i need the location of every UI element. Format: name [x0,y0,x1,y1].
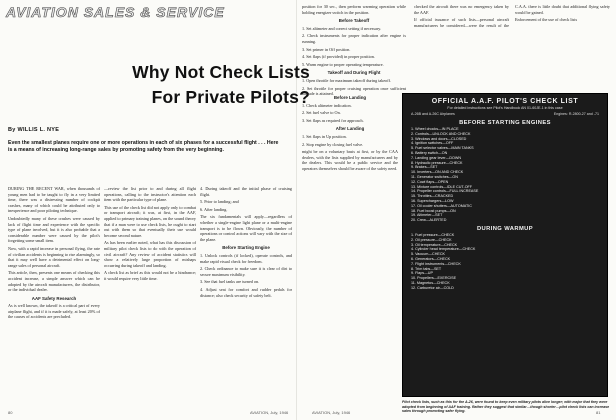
checklist-engines: Engines: R-2800-27 and -71 [553,112,599,116]
paragraph: This use of the check list did not apply only to combat or transport aircraft; it was, at first, in the AAF, applied to primary training planes, on the sound theory that if a man were to use check lists, he ought to start out with them so that eventually their use would become second nature. [104,204,196,238]
checklist-item: 3. Windows and doors—CLOSED [411,136,467,141]
paragraph: 3. Set flaps as required for approach. [302,117,364,123]
body-column-4 [302,4,406,97]
checklist-item: 1. Fuel pressure—CHECK [411,232,455,237]
checklist-item: 7. Landing gear lever—DOWN [411,155,462,160]
checklist-item: 2. Oil pressure—CHECK [411,237,452,242]
subheading: Before Takeoff [338,18,370,24]
article-title [22,60,310,110]
checklist-item: 5. Fuel selector valves—MAIN TANKS [411,146,474,151]
paragraph: A check list as brief as this would not be a hindrance; it would require very little time. [104,270,196,281]
paragraph: 4. During takeoff and the initial phase of cruising flight. [200,186,292,197]
paragraph: 2. Check ordinance to make sure it is clear of dirt to secure maximum visibility. [200,266,292,277]
checklist-item: 20. Crew—ALERTED [411,218,447,223]
checklist-item: 7. Flight instruments—CHECK [411,261,461,266]
body-column-4b [302,92,398,392]
paragraph: 1. Open throttle for maximum takeoff during takeoff. [302,77,392,83]
paragraph: As has been earlier noted, what has this discussion of military pilot check lists to do with the operation of civil aircraft? Any review of accident statistics will show a relatively large proportion of mishaps occurring during takeoff and landing. [104,240,196,268]
paragraph: checked the aircraft there was no emergency taken by the AAF. [414,4,509,15]
lede-paragraph: Even the smallest planes require one or more operations in each of six phases for a successful flight . . . Here is a means of increasing long-range sales by promoting safety from the very beginning. [8,140,279,154]
paragraph: 5. Prior to landing; and [200,199,239,205]
checklist-item: 19. Altimeter—SET [411,213,443,218]
checklist-item: 6. Battery switch—ON [411,150,448,155]
figure-caption: Pilot check lists, such as this for the A-26, were found to keep even military pilots alive longer; with major that they were adopted from beginning of AAF training. Rather they suggest that similar—though shorter—pilot check lists can increase sales through promoting safer flying. [402,400,610,414]
checklist-item: 18. Fuel boost pumps—ON [411,208,456,213]
paragraph: 2. Check instruments for proper indication after engine is running. [302,33,406,44]
body-column-3 [200,186,292,300]
paragraph: 6. After landing. [200,206,228,212]
paragraph: 1. Set altimeter and correct setting if necessary. [302,25,382,31]
checklist-during-list [403,233,607,291]
paragraph: 1. Check altimeter indication. [302,102,352,108]
paragraph: This article, then, presents one means of checking this accident increase, a simple answer which can be adopted by the aircraft manufacturers, the distributor, or the individual dealer. [8,270,100,293]
checklist-item: 11. Generator switches—ON [411,174,458,179]
checklist-item: 15. Throttles—CRACKED [411,194,454,199]
subheading: Before Starting Engine [222,245,270,251]
page-number-right: 81 [596,410,601,415]
checklist-item: 4. Cylinder head temperature—CHECK [411,247,476,252]
paragraph: DURING THE RECENT WAR, when thousands of young men had to be taught to fly in a very limited time, there was a distressing number of cockpit crashes, many of which could be attributed only to inexperience and poor piloting technique. [8,186,100,214]
paragraph: 4. Adjust seat for comfort and rudder pedals for distance; also check security of safety belt. [200,286,292,298]
paragraph: 2. Stop engine by closing fuel valve. [302,141,364,147]
checklist-item: 9. Flaps—UP [411,271,433,276]
paragraph: As is well known, the takeoff is a critical part of every airplane flight, and if it is made safely, at least 20% of the causes of accidents are precluded. [8,303,100,320]
checklist-item: 13. Mixture controls—IDLE CUT-OFF [411,184,473,189]
running-footer-left: AVIATION, July, 1946 [250,410,289,415]
checklist-item: 8. Hydraulic pressure—CHECK [411,160,463,165]
section-banner: AVIATION SALES & SERVICE [6,4,225,20]
running-footer-right: AVIATION, July, 1946 [312,410,351,415]
checklist-item: 8. Trim tabs—SET [411,266,442,271]
title-line-2: For Private Pilots? [151,87,310,107]
subheading: Before Landing [333,95,367,100]
paragraph: —review the list prior to and during all flight operations, calling to the instructor's attention each item with the particular type of plane. [104,186,196,203]
paragraph: 4. Set flaps (if provided) in proper position. [302,54,375,60]
paragraph: position for 30 sec., then perform warming operation while holding energizer switch in the position. [302,4,406,15]
paragraph: 1. Set flaps in Up position. [302,133,347,139]
checklist-item: 10. Propellers—EXERCISE [411,276,457,281]
checklist-item: 5. Vacuum—CHECK [411,252,445,257]
paragraph: 2. Set throttle for proper cruising operation once sufficient altitude is attained. [302,85,406,97]
paragraph: 2. Set fuel valve to On. [302,110,341,116]
paragraph: 5. Warm engine to proper operating temperature. [302,61,384,67]
paragraph: 3. Set primer in Off position. [302,46,351,52]
subheading: AAF Safety Research [31,295,77,301]
body-column-2 [104,186,196,284]
body-column-5 [414,4,610,90]
checklist-item: 1. Wheel chocks—IN PLACE [411,127,459,131]
checklist-item: 12. Cowl flaps—OPEN [411,179,449,184]
paragraph: Now, with a rapid increase in personal flying, the rate of civilian accidents is beginning to rise alarmingly, so that it may well have a detrimental effect on long-range sales of personal aircraft. [8,245,100,268]
paragraph: The six fundamentals will apply—regardless of whether a single-engine light plane or a multi-engine transport is to be flown. Obviously, the number of operations or control actions will vary with the size of the plane. [200,214,292,242]
checklist-title: OFFICIAL A.A.F. PILOT'S CHECK LIST [431,98,579,105]
checklist-subtitle: For detailed instructions see Pilot's Handbook AN 01-60JE-1 in this case [447,106,563,110]
paragraph: Enforcement of the use of check lists [515,17,578,23]
checklist-before-list [403,127,607,223]
aaf-checklist-card [402,93,608,397]
checklist-item: 14. Propeller controls—FULL INCREASE [411,189,479,194]
paragraph: 3. See that fuel tanks are turned on. [200,279,260,285]
checklist-model-row [403,111,607,117]
title-line-1: Why Not Check Lists [132,62,310,82]
checklist-heading-during: DURING WARMUP [476,225,534,232]
byline: By WILLIS L. NYE [8,127,60,133]
subheading: After Landing [335,126,365,132]
checklist-item: 6. Generators—CHECK [411,256,451,261]
page-number-left: 80 [8,410,13,415]
paragraph: If official issuance of such lists—personal aircraft manufacturers be considered—were the result of the C.A.A. there is little doubt that additional flying safety would be gained. [414,4,610,28]
checklist-heading-before: BEFORE STARTING ENGINES [459,120,551,126]
checklist-model: A-26B and A-26C Airplanes [411,112,455,116]
checklist-item: 10. Inverters—ON AND CHECK [411,170,464,175]
checklist-item: 2. Controls—UNLOCK AND CHECK [411,131,471,136]
checklist-item: 16. Superchargers—LOW [411,198,454,203]
checklist-item: 17. Oil cooler shutters—AUTOMATIC [411,203,472,208]
body-column-1 [8,186,100,322]
checklist-item: 3. Oil temperature—CHECK [411,242,458,247]
subheading: Takeoff and During Flight [327,70,381,76]
paragraph: 1. Unlock controls (if locked), operate controls, and make rapid visual check for freedom. [200,252,292,264]
checklist-item: 11. Magnetos—CHECK [411,280,450,285]
checklist-item: 12. Carburetor air—COLD [411,285,454,290]
paragraph: might be on a voluntary basis at first, or by the CAA dealers, with the lists supplied by manufacturers and by the dealers. This would be a public service and the operators themselves should be aware of the safety need. [302,149,398,171]
checklist-item: 9. Brakes—SET [411,165,438,170]
paragraph: Undoubtedly many of these crashes were caused by lack of flight time and experience with the specific type of plane involved, but it is also probable that a considerable number were caused by the pilot's forgetting some small item. [8,215,100,244]
checklist-item: 4. Ignition switches—OFF [411,141,454,146]
